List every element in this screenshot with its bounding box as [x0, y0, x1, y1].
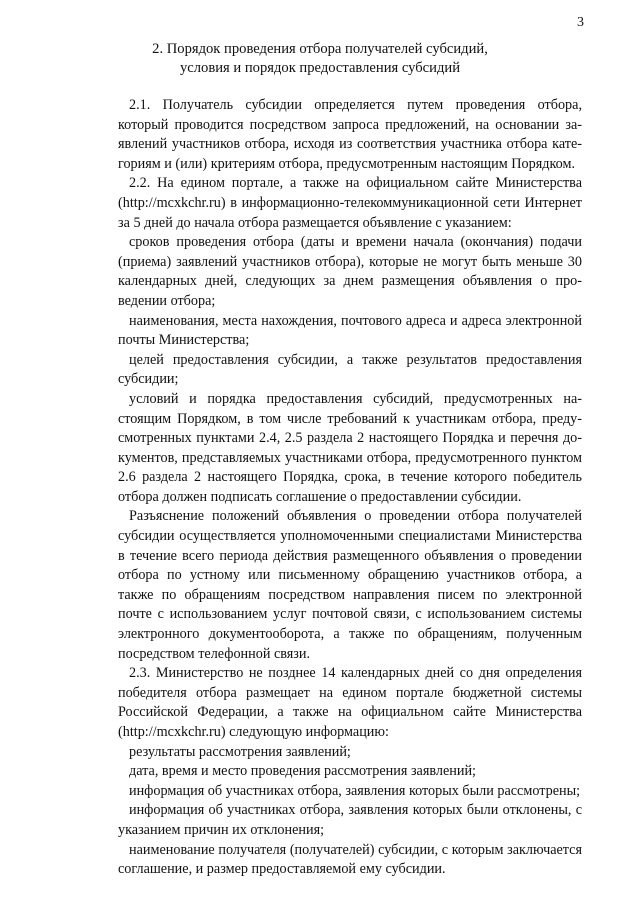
- paragraph: сроков проведения отбора (даты и времени начала (окончания) подачи (приема) заявлений участников отбора), которые не могут быть меньше 30 календарных дней, следующих за днем размещения объявления о проведении отбора;: [118, 234, 582, 309]
- paragraph: 2.3. Министерство не позднее 14 календарных дней со дня определения победителя отбора размещает на едином портале бюджетной системы Российской Федерации, а также на официальном сайте Министерства (http://mcxkchr.ru) следующую информацию:: [118, 665, 582, 740]
- paragraph: целей предоставления субсидии, а также результатов предоставления субсидии;: [118, 351, 582, 388]
- body-text: [118, 96, 582, 880]
- page-number: 3: [577, 15, 584, 30]
- paragraph: наименование получателя (получателей) субсидии, с которым заключается соглашение, и размер предоставляемой ему субсидии.: [118, 841, 582, 878]
- paragraph: информация об участниках отбора, заявления которых были отклонены, с указанием причин их отклонения;: [118, 802, 582, 838]
- section-heading-line-2: условия и порядок предоставления субсидий: [179, 60, 461, 76]
- paragraph: дата, время и место проведения рассмотрения заявлений;: [129, 763, 476, 780]
- paragraph: условий и порядка предоставления субсидий, предусмотренных настоящим Порядком, в том числе требований к участникам отбора, предусмотренных пунктами 2.4, 2.5 раздела 2 настоящего Порядка и перечня документов, представляемых участниками отбора, предусмотренного пунктом 2.6 раздела 2 настоящего Порядка, срока, в течение которого победитель отбора должен подписать соглашение о предоставлении субсидии.: [118, 390, 582, 505]
- paragraph: 2.2. На едином портале, а также на официальном сайте Министерства (http://mcxkchr.ru) в информационно-телекоммуникационной сети Интернет за 5 дней до начала отбора размещается объявление с указанием:: [118, 175, 582, 231]
- section-heading-line-1: 2. Порядок проведения отбора получателей субсидий,: [152, 41, 488, 57]
- paragraph: результаты рассмотрения заявлений;: [129, 743, 351, 760]
- paragraph: наименования, места нахождения, почтового адреса и адреса электронной почты Министерства;: [118, 312, 582, 349]
- section-heading: [100, 40, 540, 78]
- paragraph: 2.1. Получатель субсидии определяется путем проведения отбора, который проводится посредством запроса предложений, на основании заявлений участников отбора, исходя из соответствия участника отбора категориям и (или) критериям отбора, предусмотренным настоящим Порядком.: [118, 97, 582, 172]
- paragraph: Разъяснение положений объявления о проведении отбора получателей субсидии осуществляется уполномоченными специалистами Министерства в течение всего периода действия размещенного объявления о проведении отбора по устному или письменному обращению участников отбора, а также по обращениям посредством направления писем по электронной почте с использованием услуг почтовой связи, с использованием системы электронного документооборота, а также по обращениям, полученным посредством телефонной связи.: [118, 508, 582, 662]
- paragraph: информация об участниках отбора, заявления которых были рассмотрены;: [129, 782, 581, 799]
